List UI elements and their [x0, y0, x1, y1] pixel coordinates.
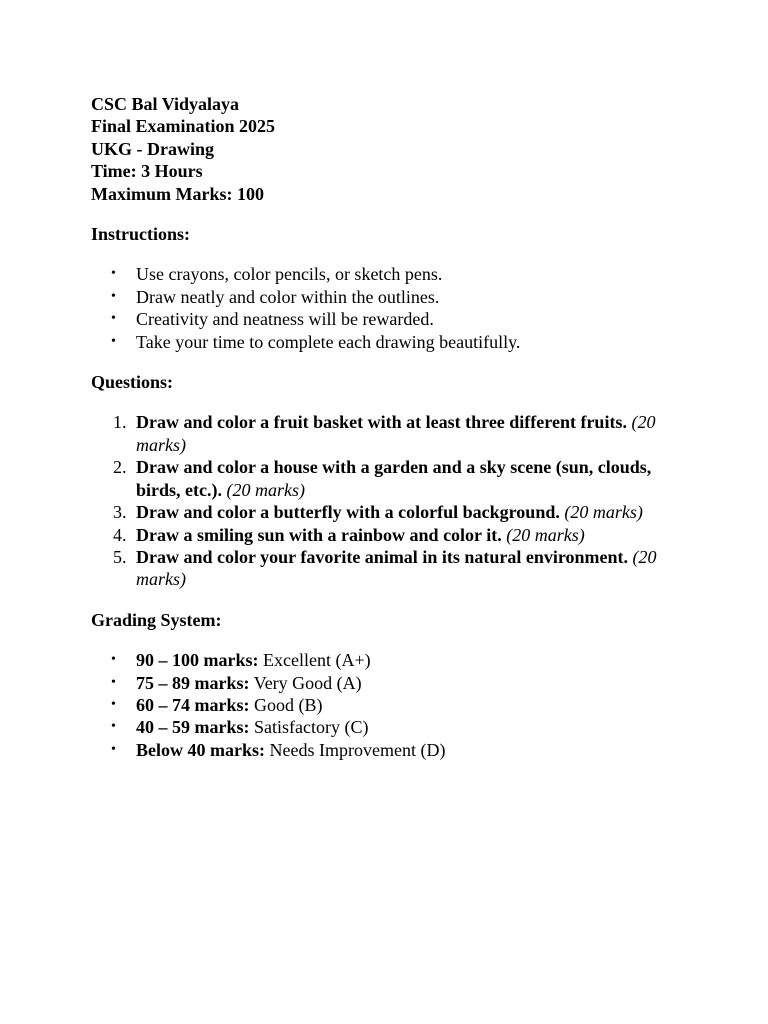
exam-document — [91, 93, 691, 761]
instruction-text: Use crayons, color pencils, or sketch pens. — [136, 264, 443, 285]
grade-range: Below 40 marks: — [136, 739, 265, 760]
question-marks: (20 marks) — [564, 502, 643, 523]
bullet-icon: • — [111, 674, 116, 690]
list-item — [91, 694, 691, 716]
grade-range: 90 – 100 marks: — [136, 650, 259, 671]
grade-range: 40 – 59 marks: — [136, 717, 250, 738]
question-marks: (20 marks) — [226, 479, 305, 500]
bullet-icon: • — [111, 266, 116, 282]
grading-heading: Grading System: — [91, 609, 222, 630]
instructions-list — [91, 263, 691, 353]
grade-label: Needs Improvement (D) — [269, 739, 446, 760]
bullet-icon: • — [111, 652, 116, 668]
question-item — [91, 546, 691, 591]
question-item — [91, 456, 691, 501]
grading-list — [91, 649, 691, 761]
instructions-heading: Instructions: — [91, 224, 191, 245]
question-number: 5. — [113, 546, 127, 567]
question-marks: (20 marks) — [136, 412, 656, 455]
instruction-text: Draw neatly and color within the outlines. — [136, 286, 440, 307]
question-item — [91, 501, 691, 523]
bullet-icon: • — [111, 288, 116, 304]
questions-list — [91, 411, 691, 590]
exam-title: Final Examination 2025 — [91, 116, 276, 137]
exam-header — [91, 93, 691, 205]
bullet-icon: • — [111, 696, 116, 712]
list-item — [91, 263, 691, 285]
list-item — [91, 649, 691, 671]
question-number: 3. — [113, 502, 127, 523]
list-item — [91, 286, 691, 308]
exam-time: Time: 3 Hours — [91, 161, 203, 182]
question-number: 1. — [113, 412, 127, 433]
question-marks: (20 marks) — [136, 546, 657, 590]
list-item — [91, 331, 691, 353]
maximum-marks: Maximum Marks: 100 — [91, 183, 264, 204]
list-item — [91, 308, 691, 330]
question-text: Draw and color a house with a garden and a sky scene (sun, clouds, birds, etc.). — [136, 457, 652, 500]
list-item — [91, 672, 691, 694]
list-item — [91, 716, 691, 738]
grade-label: Very Good (A) — [253, 672, 362, 693]
list-item — [91, 739, 691, 761]
instruction-text: Take your time to complete each drawing beautifully. — [136, 331, 521, 352]
bullet-icon: • — [111, 311, 116, 327]
instruction-text: Creativity and neatness will be rewarded. — [136, 309, 434, 330]
question-number: 2. — [113, 457, 127, 478]
bullet-icon: • — [111, 719, 116, 735]
questions-heading: Questions: — [91, 372, 174, 393]
school-name: CSC Bal Vidyalaya — [91, 94, 240, 114]
question-text: Draw and color your favorite animal in its natural environment. — [136, 546, 628, 567]
question-item — [91, 411, 691, 456]
question-number: 4. — [113, 524, 127, 545]
question-text: Draw a smiling sun with a rainbow and color it. — [136, 524, 502, 545]
question-marks: (20 marks) — [506, 524, 585, 545]
class-subject: UKG - Drawing — [91, 138, 214, 159]
grade-label: Good (B) — [254, 694, 323, 715]
question-item — [91, 524, 691, 546]
grade-range: 60 – 74 marks: — [136, 694, 250, 715]
grade-label: Excellent (A+) — [263, 650, 371, 671]
question-text: Draw and color a butterfly with a colorful background. — [136, 502, 560, 523]
bullet-icon: • — [111, 741, 116, 757]
grade-label: Satisfactory (C) — [254, 717, 369, 738]
bullet-icon: • — [111, 333, 116, 349]
grade-range: 75 – 89 marks: — [136, 672, 250, 693]
question-text: Draw and color a fruit basket with at least three different fruits. — [136, 412, 627, 433]
